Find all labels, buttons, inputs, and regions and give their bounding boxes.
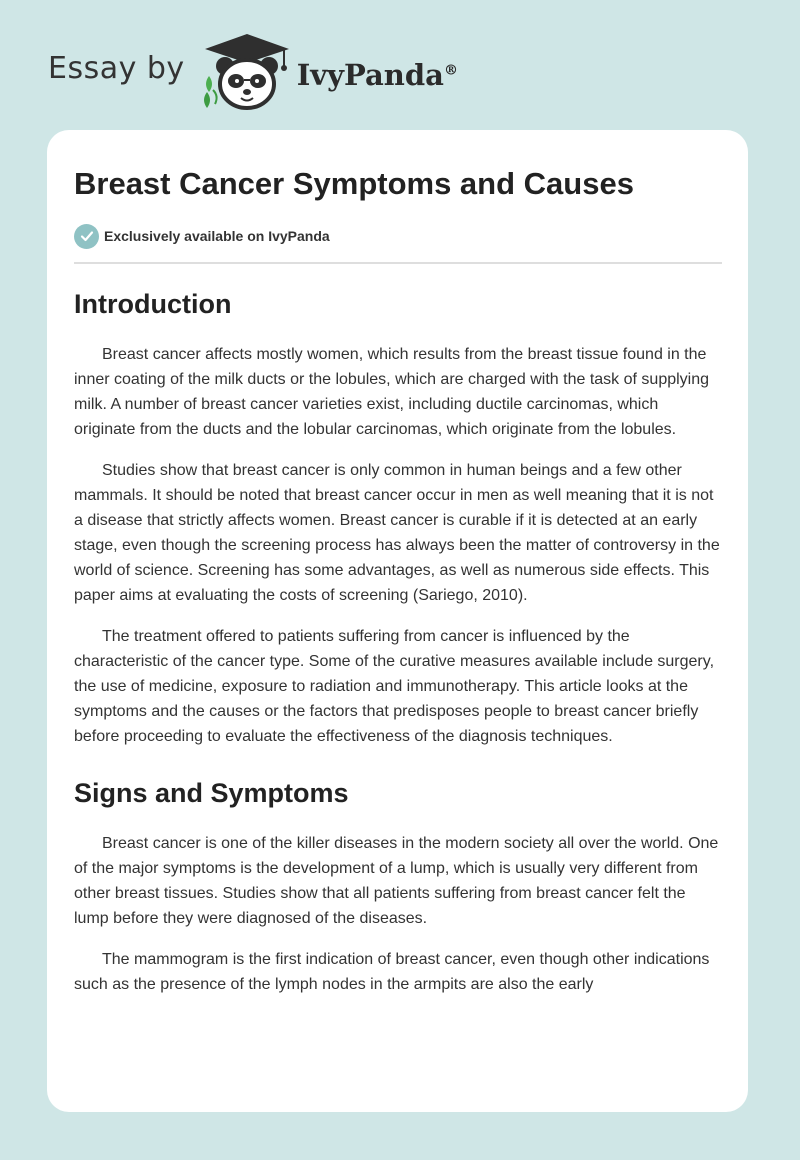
site-header xyxy=(48,32,458,112)
brand-name[interactable] xyxy=(297,58,458,92)
paragraph: The mammogram is the first indication of breast cancer, even though other indications such as the presence of the lymph nodes in the armpits are also the early xyxy=(74,951,710,993)
paragraph: Breast cancer affects mostly women, which results from the breast tissue found in the inner coating of the milk ducts or the lobules, which are charged with the task of supplying milk. A number of breast cancer varieties exist, including ductile carcinomas, which originate from the ducts and the lobular carcinomas, which originate from the lobules. xyxy=(74,346,710,438)
exclusive-label: Exclusively available on IvyPanda xyxy=(104,228,330,244)
registered-mark: ® xyxy=(443,62,458,79)
brand-name-text: IvyPanda xyxy=(296,58,444,92)
check-icon xyxy=(74,224,99,249)
page-title: Breast Cancer Symptoms and Causes xyxy=(74,166,634,201)
section-heading-introduction: Introduction xyxy=(74,289,232,319)
section-heading-signs-and-symptoms: Signs and Symptoms xyxy=(74,778,349,808)
paragraph: Breast cancer is one of the killer diseases in the modern society all over the world. One of the major symptoms is the development of a lump, which is usually very different from other breast tissues. Studies show that all patients suffering from breast cancer felt the lump before they were diagnosed of the diseases. xyxy=(74,835,719,927)
exclusive-badge xyxy=(74,223,722,249)
essay-card xyxy=(47,130,748,1112)
paragraph: The treatment offered to patients suffering from cancer is influenced by the characteristic of the cancer type. Some of the curative measures available include surgery, the use of medicine, exposure to radiation and immunotherapy. This article looks at the symptoms and the causes or the factors that predisposes people to breast cancer briefly before proceeding to evaluate the effectiveness of the diagnosis techniques. xyxy=(74,628,715,745)
paragraph: Studies show that breast cancer is only common in human beings and a few other mammals. It should be noted that breast cancer occur in men as well meaning that it is not a disease that strictly affects women. Breast cancer is curable if it is detected at an early stage, even though the screening process has always been the matter of controversy in the world of science. Screening has some advantages, as well as numerous side effects. This paper aims at evaluating the costs of screening (Sariego, 2010). xyxy=(74,462,720,604)
panda-logo-icon[interactable] xyxy=(201,32,293,112)
essay-by-label: Essay by xyxy=(48,50,185,86)
title-divider xyxy=(74,262,722,264)
